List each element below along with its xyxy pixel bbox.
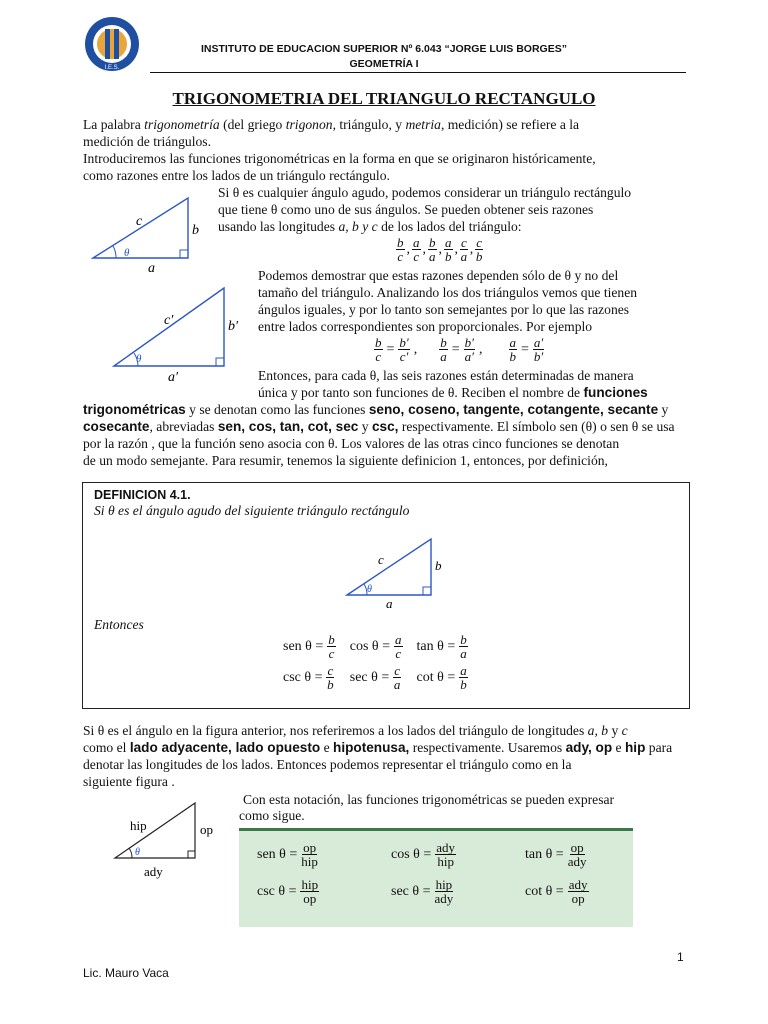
para2-line-3: usando las longitudes a, b y c de los lados del triángulo: <box>218 219 522 234</box>
definition-title: DEFINICION 4.1. <box>94 488 191 502</box>
page-title: TRIGONOMETRIA DEL TRIANGULO RECTANGULO <box>172 89 596 108</box>
def-csc: csc θ = $\frac{c}{b}$ <box>283 663 334 692</box>
para4-line-3: trigonométricas y se denotan como las funciones seno, coseno, tangente, cotangente, secante y <box>83 402 669 417</box>
para4-line-2: única y por tanto son funciones de θ. Reciben el nombre de funciones <box>258 385 648 400</box>
para4-line-4: cosecante, abreviadas sen, cos, tan, cot, sec y csc, respectivamente. El símbolo sen (θ) o sen θ se usa <box>83 419 675 434</box>
para6-line-2: como sigue. <box>239 808 305 823</box>
triangle-3-adj: a <box>386 596 393 611</box>
prop-frac: $\frac{b}{c}$ <box>375 335 382 364</box>
intro-line-3: Introduciremos las funciones trigonométricas en la forma en que se originaron históricamente, <box>83 151 596 166</box>
intro-line-1: La palabra trigonometría (del griego trigonon, triángulo, y metria, medición) se refiere a la <box>83 117 580 132</box>
tbl-tan: tan θ = $\frac{op}{\text{ady}}$ <box>525 840 587 869</box>
triangle-1-adj: a <box>148 261 155 275</box>
para3-line-1: Podemos demostrar que estas razones dependen sólo de θ y no del <box>258 268 619 283</box>
ratio-frac: $\frac{c}{a}$ <box>460 235 468 264</box>
notation-table <box>239 828 633 927</box>
triangle-2-opp: b′ <box>228 319 239 334</box>
para2-line-2: que tiene θ como uno de sus ángulos. Se pueden obtener seis razones <box>218 202 594 217</box>
logo-text: I.E.S. <box>104 65 120 71</box>
triangle-3-opp: b <box>435 558 442 573</box>
para2-line-1: Si θ es cualquier ángulo agudo, podemos considerar un triángulo rectángulo <box>218 185 632 200</box>
definition-then: Entonces <box>94 617 144 632</box>
para6-line-1: Con esta notación, las funciones trigonométricas se pueden expresar <box>243 792 615 807</box>
tbl-cot: cot θ = $\frac{\text{ady}}{op}$ <box>525 877 588 906</box>
triangle-1-angle: θ <box>124 247 130 259</box>
def-cos: cos θ = $\frac{a}{c}$ <box>349 632 402 661</box>
ratio-frac: $\frac{c}{b}$ <box>475 235 483 264</box>
ratio-frac: $\frac{a}{c}$ <box>413 235 420 264</box>
tbl-sec: sec θ = $\frac{\text{hip}}{\text{ady}}$ <box>391 877 454 906</box>
triangle-4-opp: op <box>200 822 213 837</box>
prop-frac: $\frac{b'}{c'}$ <box>399 335 409 364</box>
ratios-row: $\frac{b}{c}$ , $\frac{a}{c}$ , $\frac{b}{a}$ , $\frac{a}{b}$ , $\frac{c}{a}$ , $\frac{c}{b}$ <box>397 235 483 264</box>
proportions-row: $\frac{b}{c}$ = $\frac{b'}{c'}$ , $\frac{b}{a}$ = $\frac{b'}{a'}$ , $\frac{a}{b}$ = $\frac{a'}{b'}$ <box>375 335 544 364</box>
prop-frac: $\frac{a'}{b'}$ <box>533 335 544 364</box>
def-sen: sen θ = $\frac{b}{c}$ <box>283 632 335 661</box>
ratio-frac: $\frac{b}{c}$ <box>397 235 404 264</box>
tbl-sen: sen θ = $\frac{op}{\text{hip}}$ <box>257 840 318 869</box>
triangle-1-hyp: c <box>136 214 143 229</box>
para5-line-4: siguiente figura . <box>83 774 175 789</box>
page-number: 1 <box>677 950 684 964</box>
ratio-frac: $\frac{b}{a}$ <box>429 235 436 264</box>
intro-line-4: como razones entre los lados de un triángulo rectángulo. <box>83 168 390 183</box>
def-sec: sec θ = $\frac{c}{a}$ <box>349 663 401 692</box>
para4-line-6: de un modo semejante. Para resumir, tenemos la siguiente definicion 1, entonces, por definición, <box>83 453 608 468</box>
para5-line-1: Si θ es el ángulo en la figura anterior, nos referiremos a los lados del triángulo de longitudes a, b y c <box>83 723 628 738</box>
prop-frac: $\frac{b'}{a'}$ <box>464 335 474 364</box>
definition-box <box>82 482 690 709</box>
definition-subtitle: Si θ es el ángulo agudo del siguiente triángulo rectángulo <box>94 503 410 518</box>
para5-line-2: como el lado adyacente, lado opuesto e hipotenusa, respectivamente. Usaremos ady, op e hip para <box>83 740 673 755</box>
intro-line-2: medición de triángulos. <box>83 134 211 149</box>
triangle-3-hyp: c <box>378 552 384 567</box>
triangle-4 <box>110 795 230 880</box>
triangle-4-angle: θ <box>135 847 140 858</box>
para3-line-3: ángulos iguales, y por lo tanto son semejantes por lo que las razones <box>258 302 630 317</box>
ratio-frac: $\frac{a}{b}$ <box>445 235 452 264</box>
triangle-4-adj: ady <box>144 864 163 879</box>
triangle-2-angle: θ <box>136 353 142 365</box>
triangle-3-angle: θ <box>367 584 372 595</box>
triangle-3 <box>341 533 451 611</box>
def-cot: cot θ = $\frac{a}{b}$ <box>416 663 467 692</box>
tbl-csc: csc θ = $\frac{\text{hip}}{op}$ <box>257 877 319 906</box>
triangle-1-opp: b <box>192 223 199 238</box>
triangle-2-adj: a′ <box>168 370 179 383</box>
prop-frac: $\frac{b}{a}$ <box>440 335 447 364</box>
triangle-1 <box>88 190 213 275</box>
para3-line-4: entre lados correspondientes son proporcionales. Por ejemplo <box>258 319 593 334</box>
triangle-4-hyp: hip <box>130 818 147 833</box>
definition-formulas <box>283 633 468 691</box>
def-tan: tan θ = $\frac{b}{a}$ <box>416 632 467 661</box>
triangle-2-hyp: c′ <box>164 313 174 328</box>
tbl-cos: cos θ = $\frac{\text{ady}}{\text{hip}}$ <box>391 840 456 869</box>
header-rule <box>150 72 686 73</box>
para5-line-3: denotar las longitudes de los lados. Entonces podemos representar el triángulo como en la <box>83 757 572 772</box>
para3-line-2: tamaño del triángulo. Analizando los dos triángulos vemos que tienen <box>258 285 638 300</box>
footer-author: Lic. Mauro Vaca <box>83 966 169 980</box>
para4-line-5: por la razón , que la función seno asocia con θ. Los valores de las otras cinco funciones se denotan <box>83 436 620 451</box>
subject-name: GEOMETRÍA I <box>349 58 419 70</box>
institute-name: INSTITUTO DE EDUCACION SUPERIOR Nº 6.043 “JORGE LUIS BORGES” <box>201 43 567 55</box>
para4-line-1: Entonces, para cada θ, las seis razones están determinadas de manera <box>258 368 634 383</box>
triangle-2 <box>108 283 258 383</box>
prop-frac: $\frac{a}{b}$ <box>509 335 516 364</box>
